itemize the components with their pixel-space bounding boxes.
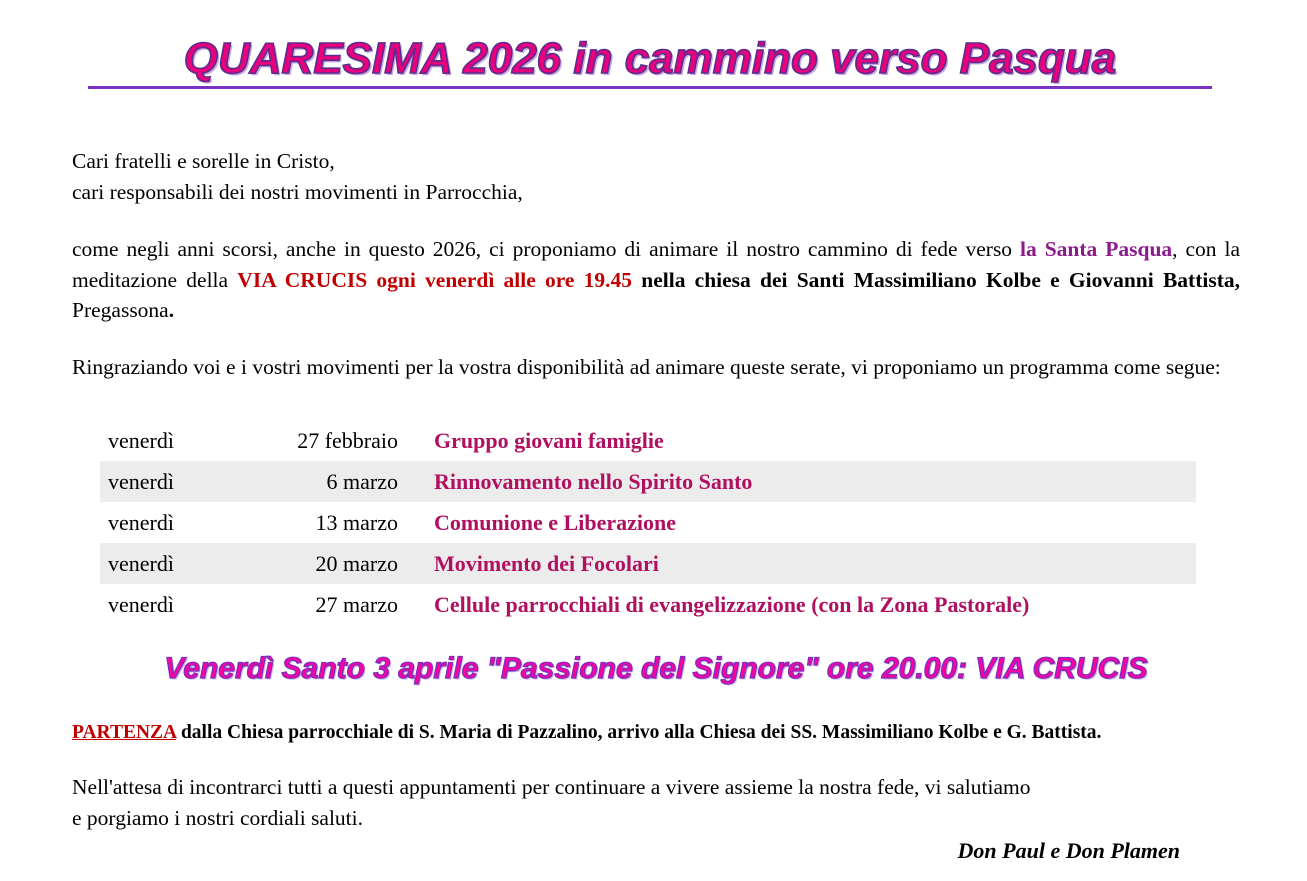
page-title	[88, 36, 1212, 82]
schedule-day: venerdì	[108, 591, 174, 617]
schedule-group: Comunione e Liberazione	[434, 509, 676, 535]
thanks-paragraph: Ringraziando voi e i vostri movimenti per la vostra disponibilità ad animare queste serate, vi proponiamo un programma come segue:	[72, 355, 1221, 379]
page-title-text: QUARESIMA 2026 in cammino verso Pasqua	[183, 34, 1117, 83]
intro-paragraph	[72, 234, 1240, 326]
greeting-line-2: cari responsabili dei nostri movimenti in Parrocchia,	[72, 179, 523, 204]
schedule-table	[100, 420, 1196, 625]
schedule-day: venerdì	[108, 509, 174, 535]
table-row	[100, 584, 1196, 625]
intro-part-4: Pregassona	[72, 298, 169, 323]
good-friday-banner: Venerdì Santo 3 aprile "Passione del Signore" ore 20.00: VIA CRUCIS	[164, 652, 1148, 685]
departure-label: PARTENZA	[72, 722, 177, 743]
intro-part-1: come negli anni scorsi, anche in questo 2026, ci proponiamo di animare il nostro cammino di fede verso	[72, 237, 1021, 261]
departure-line	[72, 722, 1272, 744]
table-row	[100, 543, 1196, 584]
intro-highlight-pasqua: la Santa Pasqua	[1020, 237, 1173, 261]
table-row	[100, 461, 1196, 502]
departure-text: dalla Chiesa parrocchiale di S. Maria di Pazzalino, arrivo alla Chiesa dei SS. Massimiliano Kolbe e G. Battista.	[176, 722, 1102, 743]
greeting-block	[72, 146, 1240, 207]
schedule-day: venerdì	[108, 550, 174, 576]
schedule-group: Movimento dei Focolari	[434, 550, 659, 576]
closing-line-1: Nell'attesa di incontrarci tutti a questi appuntamenti per continuare a vivere assieme la nostra fede, vi salutiamo	[72, 775, 1031, 799]
closing-line-2: e porgiamo i nostri cordiali saluti.	[72, 805, 363, 830]
schedule-group: Rinnovamento nello Spirito Santo	[434, 468, 753, 494]
intro-part-3: nella chiesa dei Santi Massimiliano Kolbe e Giovanni Battista,	[632, 267, 1240, 292]
intro-part-5: .	[168, 298, 175, 323]
schedule-group: Cellule parrocchiali di evangelizzazione (con la Zona Pastorale)	[434, 591, 1030, 617]
schedule-date: 27 febbraio	[297, 427, 398, 453]
schedule-date: 13 marzo	[315, 509, 398, 535]
intro-part-2: , con la meditazione della	[72, 237, 1241, 292]
signature: Don Paul e Don Plamen	[957, 838, 1180, 863]
greeting-line-1: Cari fratelli e sorelle in Cristo,	[72, 149, 335, 173]
schedule-date: 20 marzo	[315, 550, 398, 576]
table-row	[100, 502, 1196, 543]
schedule-day: venerdì	[108, 427, 174, 453]
closing-block	[72, 772, 1252, 833]
table-row	[100, 420, 1196, 461]
schedule-day: venerdì	[108, 468, 174, 494]
intro-highlight-viacrucis: VIA CRUCIS ogni venerdì alle ore 19.45	[237, 267, 633, 292]
schedule-group: Gruppo giovani famiglie	[434, 427, 664, 453]
schedule-date: 6 marzo	[326, 468, 398, 494]
schedule-date: 27 marzo	[315, 591, 398, 617]
title-banner	[88, 36, 1212, 89]
